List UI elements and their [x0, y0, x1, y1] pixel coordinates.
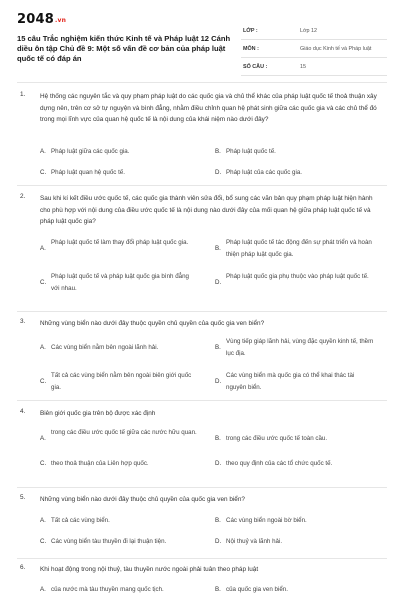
- option-text: trong các điều ước quốc tế toàn cầu.: [226, 435, 328, 442]
- option-letter: B.: [215, 245, 221, 252]
- option-text: Các vùng biển ngoài bờ biển.: [226, 517, 307, 524]
- meta-class-value: Lớp 12: [300, 28, 318, 34]
- meta-class-key: LỚP :: [243, 28, 258, 34]
- question-number: 1.: [20, 91, 26, 98]
- question-text: Biên giới quốc gia trên bộ được xác định: [40, 410, 156, 417]
- option-text: Các vùng biển tàu thuyền đi lại thuận tiện.: [51, 538, 167, 545]
- option-letter: B.: [215, 435, 221, 442]
- question-number: 4.: [20, 408, 26, 415]
- option-letter: A.: [40, 586, 46, 593]
- option-letter: B.: [215, 517, 221, 524]
- option-text: Pháp luật quốc tế tác động đến sự phát triển và hoàn thiện pháp luật quốc gia.: [226, 239, 372, 258]
- meta-count-value: 15: [300, 64, 306, 70]
- option-text: Tất cả các vùng biển nằm bên ngoài biên giới quốc gia.: [51, 372, 192, 391]
- option-text: Các vùng biển nằm bên ngoài lãnh hải.: [51, 344, 159, 351]
- question-text: Hệ thống các nguyên tắc và quy phạm pháp luật do các quốc gia và chủ thể khác của pháp luật quốc tế thoả thuận xây dựng nên, trên cơ sở tự nguyện và bình đẳng, nhằm điều chỉnh quan hệ phát sinh giữa các quốc gia và các chủ thể đó trong mọi lĩnh vực của quan hệ quốc tế là nội dung của khái niệm nào dưới đây?: [40, 93, 377, 124]
- option-letter: A.: [40, 435, 46, 442]
- divider: [17, 487, 387, 488]
- option-letter: C.: [40, 169, 47, 176]
- option-text: của nước mà tàu thuyền mang quốc tịch.: [51, 586, 164, 593]
- question-number: 2.: [20, 193, 26, 200]
- option-letter: B.: [215, 148, 221, 155]
- option-text: Nội thuỷ và lãnh hải.: [226, 538, 283, 545]
- divider: [17, 311, 387, 312]
- option-text: trong các điều ước quốc tế giữa các nước hữu quan.: [51, 429, 197, 436]
- meta-subject-key: MÔN :: [243, 46, 259, 52]
- question-text: Khi hoạt động trong nội thuỷ, tàu thuyền nước ngoài phải tuân theo pháp luật: [40, 566, 259, 573]
- option-letter: C.: [40, 279, 47, 286]
- option-text: Pháp luật quan hệ quốc tế.: [51, 169, 125, 176]
- option-text: Các vùng biển mà quốc gia có thể khai thác tài nguyên biển.: [226, 372, 355, 391]
- question-number: 6.: [20, 564, 26, 571]
- option-letter: D.: [215, 538, 222, 545]
- option-text: Pháp luật quốc tế làm thay đổi pháp luật quốc gia.: [51, 239, 189, 246]
- option-letter: A.: [40, 517, 46, 524]
- divider: [17, 82, 387, 83]
- option-text: Pháp luật của các quốc gia.: [226, 169, 303, 176]
- logo-suffix: .vn: [54, 17, 67, 24]
- option-letter: B.: [215, 344, 221, 351]
- option-text: theo thoả thuận của Liên hợp quốc.: [51, 460, 149, 467]
- option-letter: D.: [215, 378, 222, 385]
- site-logo[interactable]: [17, 12, 66, 27]
- logo-main: 2048: [17, 12, 54, 27]
- question-number: 3.: [20, 318, 26, 325]
- question-text: Những vùng biển nào dưới đây thuộc quyền chủ quyền của quốc gia ven biển?: [40, 320, 265, 327]
- document-header: [17, 12, 387, 76]
- question-number: 5.: [20, 494, 26, 501]
- option-letter: C.: [40, 538, 47, 545]
- option-text: Pháp luật giữa các quốc gia.: [51, 148, 130, 155]
- meta-count-row: [241, 62, 387, 76]
- option-letter: A.: [40, 344, 46, 351]
- option-text: theo quy định của các tổ chức quốc tế.: [226, 460, 333, 467]
- option-letter: D.: [215, 460, 222, 467]
- question-text: Những vùng biển nào dưới đây thuộc chủ quyền của quốc gia ven biển?: [40, 496, 245, 503]
- document-title: 15 câu Trắc nghiệm kiến thức Kinh tế và Pháp luật 12 Cánh diều ôn tập Chủ đề 9: Một số vấn đề cơ bản của pháp luật quốc tế có đáp án: [17, 34, 231, 63]
- meta-class-row: [241, 26, 387, 40]
- option-letter: A.: [40, 148, 46, 155]
- divider: [17, 400, 387, 401]
- question-6: [17, 564, 387, 598]
- option-text: Pháp luật quốc tế và pháp luật quốc gia bình đẳng với nhau.: [51, 273, 189, 292]
- meta-subject-row: [241, 44, 387, 58]
- option-letter: A.: [40, 245, 46, 252]
- divider: [17, 185, 387, 186]
- question-text: Sau khi kí kết điều ước quốc tế, các quốc gia thành viên sửa đổi, bổ sung các văn bản quy phạm pháp luật hiện hành cho phù hợp với nội dung của điều ước quốc tế là nội dung nào dưới đây của mối quan hệ giữa pháp luật quốc tế và pháp luật quốc gia?: [40, 195, 373, 226]
- meta-subject-value: Giáo dục Kinh tế và Pháp luật: [300, 46, 372, 52]
- option-letter: C.: [40, 378, 47, 385]
- document-meta: [241, 26, 387, 80]
- meta-count-key: SỐ CÂU :: [243, 64, 268, 70]
- question-4: [17, 408, 387, 488]
- option-text: Vùng tiếp giáp lãnh hải, vùng đặc quyền kinh tế, thềm lục địa.: [226, 338, 374, 357]
- option-text: Pháp luật quốc gia phụ thuộc vào pháp luật quốc tế.: [226, 273, 369, 280]
- option-letter: D.: [215, 279, 222, 286]
- question-1: [17, 91, 387, 181]
- option-letter: C.: [40, 460, 47, 467]
- option-text: Tất cả các vùng biển.: [51, 517, 110, 524]
- option-letter: D.: [215, 169, 222, 176]
- question-2: [17, 193, 387, 305]
- option-letter: B.: [215, 586, 221, 593]
- question-3: [17, 318, 387, 418]
- option-text: của quốc gia ven biển.: [226, 586, 288, 593]
- divider: [17, 558, 387, 559]
- option-text: Pháp luật quốc tế.: [226, 148, 276, 155]
- question-5: [17, 494, 387, 560]
